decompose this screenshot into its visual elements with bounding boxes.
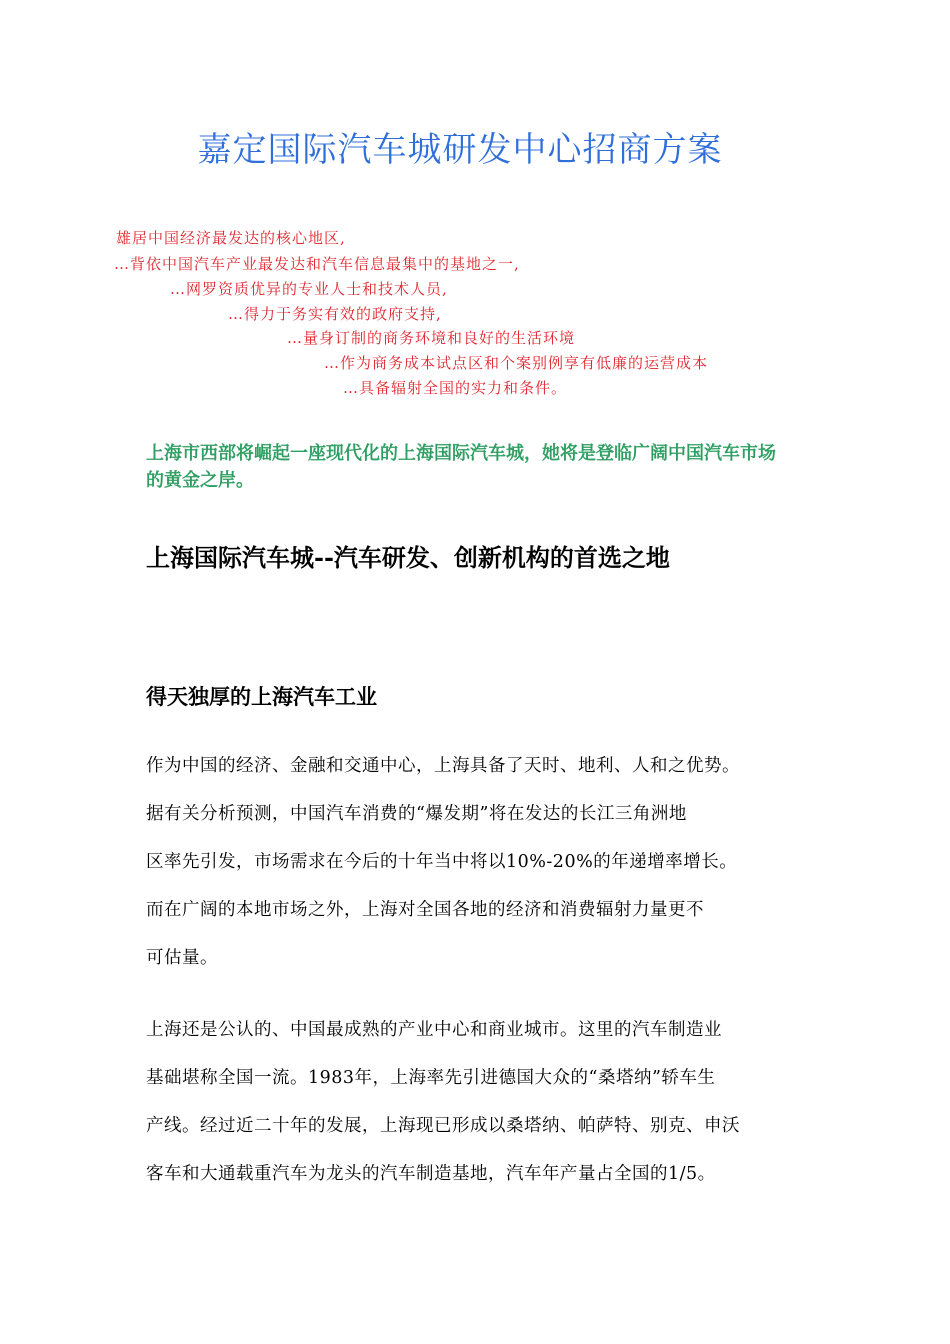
tagline-line: …作为商务成本试点区和个案别例享有低廉的运营成本: [324, 354, 709, 372]
paragraph-line: 而在广阔的本地市场之外，上海对全国各地的经济和消费辐射力量更不: [146, 900, 704, 920]
paragraph-line: 基础堪称全国一流。1983年，上海率先引进德国大众的“桑塔纳”轿车生: [146, 1068, 716, 1088]
tagline-line: …量身订制的商务环境和良好的生活环境: [287, 329, 576, 347]
paragraph-line: 产线。经过近二十年的发展，上海现已形成以桑塔纳、帕萨特、别克、申沃: [146, 1116, 740, 1136]
tagline-line: …背依中国汽车产业最发达和汽车信息最集中的基地之一,: [114, 255, 520, 273]
subsection-heading: 得天独厚的上海汽车工业: [146, 684, 377, 709]
tagline-line: 雄居中国经济最发达的核心地区,: [116, 229, 346, 247]
tagline-line: …具备辐射全国的实力和条件。: [343, 379, 568, 397]
paragraph-line: 区率先引发，市场需求在今后的十年当中将以10%-20%的年递增率增长。: [146, 852, 738, 872]
paragraph-line: 客车和大通载重汽车为龙头的汽车制造基地，汽车年产量占全国的1/5。: [146, 1164, 716, 1184]
paragraph-line: 据有关分析预测，中国汽车消费的“爆发期”将在发达的长江三角洲地: [146, 804, 687, 824]
body-paragraph-1: [146, 742, 808, 982]
body-paragraph-2: [146, 1006, 808, 1198]
paragraph-line: 作为中国的经济、金融和交通中心，上海具备了天时、地利、人和之优势。: [146, 756, 740, 776]
tagline-line: …网罗资质优异的专业人士和技术人员,: [170, 280, 448, 298]
tagline-line: …得力于务实有效的政府支持,: [228, 305, 442, 323]
paragraph-line: 可估量。: [146, 948, 218, 968]
intro-paragraph: 上海市西部将崛起一座现代化的上海国际汽车城，她将是登临广阔中国汽车市场的黄金之岸。: [146, 443, 776, 491]
document-title: 嘉定国际汽车城研发中心招商方案: [197, 130, 723, 170]
section-heading: 上海国际汽车城--汽车研发、创新机构的首选之地: [146, 543, 670, 572]
paragraph-line: 上海还是公认的、中国最成熟的产业中心和商业城市。这里的汽车制造业: [146, 1020, 722, 1040]
